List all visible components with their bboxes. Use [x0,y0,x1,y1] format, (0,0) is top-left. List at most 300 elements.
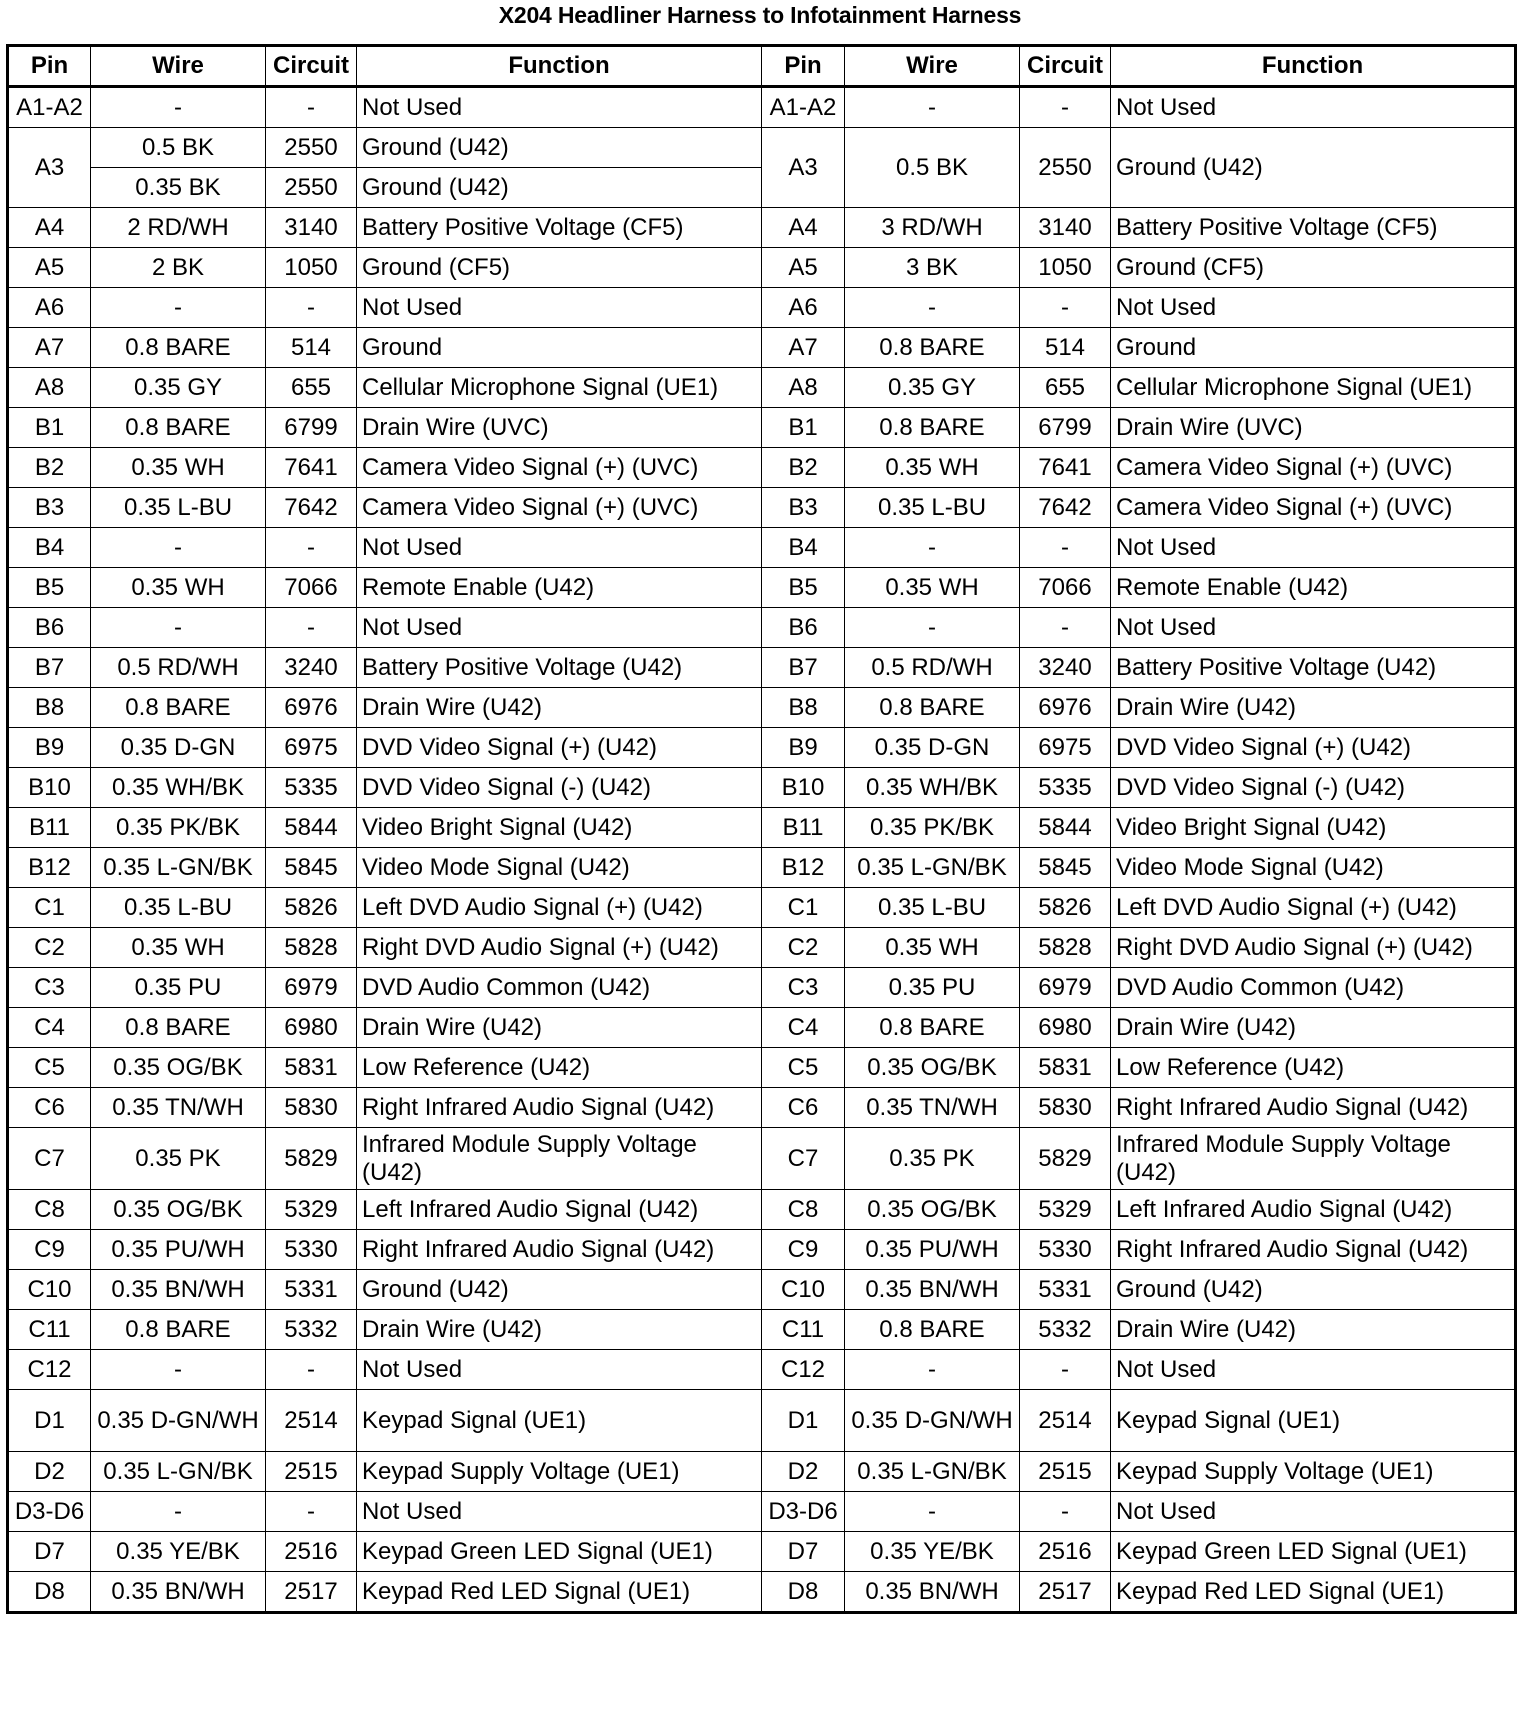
pin-cell: C6 [8,1088,91,1128]
function-cell: Right Infrared Audio Signal (U42) [1111,1088,1516,1128]
circuit-cell: - [266,528,357,568]
table-row [8,608,1516,648]
table-row [8,448,1516,488]
circuit-cell: 5844 [1020,808,1111,848]
pin-cell: B10 [8,768,91,808]
circuit-cell: 2516 [1020,1532,1111,1572]
function-cell: Low Reference (U42) [357,1048,762,1088]
table-row [8,1048,1516,1088]
table-row [8,408,1516,448]
function-cell: Camera Video Signal (+) (UVC) [1111,448,1516,488]
circuit-cell: 5331 [1020,1270,1111,1310]
function-cell: Left Infrared Audio Signal (U42) [357,1190,762,1230]
header-pin: Pin [762,46,845,87]
header-wire: Wire [845,46,1020,87]
pin-cell: B9 [762,728,845,768]
wire-cell: 0.35 L-GN/BK [91,848,266,888]
pin-cell: C10 [8,1270,91,1310]
table-row [8,208,1516,248]
pin-cell: B1 [762,408,845,448]
pinout-table-body [8,87,1516,1613]
function-cell: Video Mode Signal (U42) [1111,848,1516,888]
function-cell: Remote Enable (U42) [357,568,762,608]
circuit-cell: - [266,87,357,128]
pin-cell: B3 [762,488,845,528]
wire-cell: - [91,1350,266,1390]
wire-cell: 0.35 WH [845,448,1020,488]
table-row [8,1492,1516,1532]
wire-cell: 0.8 BARE [845,408,1020,448]
table-row [8,488,1516,528]
function-cell: Drain Wire (UVC) [1111,408,1516,448]
wire-cell: 0.8 BARE [845,328,1020,368]
pin-cell: A6 [8,288,91,328]
table-row [8,888,1516,928]
function-cell: DVD Video Signal (+) (U42) [1111,728,1516,768]
function-cell: Not Used [357,288,762,328]
pin-cell: B6 [762,608,845,648]
header-circuit: Circuit [1020,46,1111,87]
table-row [8,1088,1516,1128]
table-row [8,1310,1516,1350]
circuit-cell: 7066 [266,568,357,608]
pin-cell: B10 [762,768,845,808]
wire-cell: 0.5 RD/WH [845,648,1020,688]
wire-cell: 3 RD/WH [845,208,1020,248]
table-row [8,328,1516,368]
wire-cell: 3 BK [845,248,1020,288]
page-title: X204 Headliner Harness to Infotainment Harness [498,2,1022,28]
function-cell: Ground (U42) [357,128,762,168]
pin-cell: C9 [762,1230,845,1270]
wire-cell: - [91,1492,266,1532]
wire-cell: 0.8 BARE [91,688,266,728]
circuit-cell: 6980 [1020,1008,1111,1048]
wire-cell: 0.35 L-BU [91,488,266,528]
pin-cell: A3 [8,128,91,208]
circuit-cell: 5332 [1020,1310,1111,1350]
pin-cell: C5 [762,1048,845,1088]
wire-cell: - [845,608,1020,648]
pin-cell: A1-A2 [762,87,845,128]
circuit-cell: 2514 [266,1390,357,1452]
pin-cell: C4 [762,1008,845,1048]
pin-cell: D7 [8,1532,91,1572]
circuit-cell: 2515 [1020,1452,1111,1492]
pin-cell: B2 [8,448,91,488]
circuit-cell: 3240 [266,648,357,688]
wire-cell: 0.8 BARE [91,1310,266,1350]
circuit-cell: 5335 [1020,768,1111,808]
circuit-cell: 6979 [266,968,357,1008]
function-cell: Battery Positive Voltage (CF5) [1111,208,1516,248]
pin-cell: B12 [8,848,91,888]
table-row [8,1390,1516,1452]
table-row [8,87,1516,128]
function-cell: Remote Enable (U42) [1111,568,1516,608]
pin-cell: B4 [762,528,845,568]
pin-cell: D1 [8,1390,91,1452]
wire-cell: 0.35 PU [91,968,266,1008]
wire-cell: 0.35 OG/BK [91,1190,266,1230]
wire-cell: - [91,87,266,128]
function-cell: Camera Video Signal (+) (UVC) [1111,488,1516,528]
pin-cell: D8 [762,1572,845,1613]
circuit-cell: - [266,288,357,328]
function-cell: DVD Video Signal (+) (U42) [357,728,762,768]
wire-cell: - [845,87,1020,128]
pin-cell: A8 [762,368,845,408]
pin-cell: A5 [8,248,91,288]
pin-cell: A7 [762,328,845,368]
circuit-cell: 2517 [1020,1572,1111,1613]
function-cell: Left DVD Audio Signal (+) (U42) [1111,888,1516,928]
circuit-cell: 6799 [1020,408,1111,448]
circuit-cell: 7066 [1020,568,1111,608]
function-cell: Not Used [357,528,762,568]
circuit-cell: 5826 [266,888,357,928]
pin-cell: C3 [762,968,845,1008]
circuit-cell: 3140 [1020,208,1111,248]
pin-cell: B6 [8,608,91,648]
circuit-cell: 5829 [1020,1128,1111,1190]
header-function: Function [1111,46,1516,87]
function-cell: Not Used [1111,288,1516,328]
pin-cell: C11 [8,1310,91,1350]
circuit-cell: 2514 [1020,1390,1111,1452]
table-row [8,128,1516,168]
wire-cell: 0.35 D-GN/WH [91,1390,266,1452]
wire-cell: 0.35 WH [845,928,1020,968]
wire-cell: 0.8 BARE [845,1310,1020,1350]
wire-cell: 0.35 OG/BK [845,1048,1020,1088]
circuit-cell: 6980 [266,1008,357,1048]
circuit-cell: 7641 [1020,448,1111,488]
circuit-cell: 655 [266,368,357,408]
circuit-cell: 2515 [266,1452,357,1492]
function-cell: Drain Wire (U42) [1111,1008,1516,1048]
circuit-cell: 5332 [266,1310,357,1350]
function-cell: Right DVD Audio Signal (+) (U42) [357,928,762,968]
wire-cell: 0.35 L-BU [845,888,1020,928]
pin-cell: D2 [8,1452,91,1492]
pin-cell: B1 [8,408,91,448]
wire-cell: 0.35 L-BU [91,888,266,928]
header-pin: Pin [8,46,91,87]
table-row [8,288,1516,328]
table-row [8,968,1516,1008]
table-row [8,768,1516,808]
circuit-cell: 2517 [266,1572,357,1613]
pin-cell: B7 [8,648,91,688]
header-circuit: Circuit [266,46,357,87]
circuit-cell: 6976 [266,688,357,728]
function-cell: Right Infrared Audio Signal (U42) [357,1230,762,1270]
circuit-cell: 5826 [1020,888,1111,928]
wire-cell: - [91,288,266,328]
wire-cell: 0.35 L-BU [845,488,1020,528]
circuit-cell: - [1020,1492,1111,1532]
function-cell: Camera Video Signal (+) (UVC) [357,488,762,528]
circuit-cell: - [1020,608,1111,648]
circuit-cell: 5845 [1020,848,1111,888]
circuit-cell: 7641 [266,448,357,488]
circuit-cell: 5844 [266,808,357,848]
circuit-cell: - [266,1492,357,1532]
wire-cell: 0.35 TN/WH [845,1088,1020,1128]
function-cell: Video Bright Signal (U42) [1111,808,1516,848]
wire-cell: 0.35 L-GN/BK [845,1452,1020,1492]
table-row [8,1008,1516,1048]
function-cell: Right Infrared Audio Signal (U42) [1111,1230,1516,1270]
wire-cell: 0.35 OG/BK [91,1048,266,1088]
pin-cell: D2 [762,1452,845,1492]
pin-cell: C8 [762,1190,845,1230]
pin-cell: C6 [762,1088,845,1128]
pin-cell: C1 [762,888,845,928]
circuit-cell: 6799 [266,408,357,448]
pin-cell: A6 [762,288,845,328]
wire-cell: 0.8 BARE [845,688,1020,728]
table-row [8,248,1516,288]
function-cell: Keypad Signal (UE1) [1111,1390,1516,1452]
circuit-cell: 7642 [1020,488,1111,528]
pin-cell: C5 [8,1048,91,1088]
function-cell: Video Mode Signal (U42) [357,848,762,888]
pin-cell: C12 [762,1350,845,1390]
wire-cell: 0.35 PK [845,1128,1020,1190]
function-cell: Video Bright Signal (U42) [357,808,762,848]
header-wire: Wire [91,46,266,87]
wire-cell: - [845,1350,1020,1390]
function-cell: Not Used [1111,87,1516,128]
wire-cell: - [845,288,1020,328]
circuit-cell: - [266,608,357,648]
pin-cell: B4 [8,528,91,568]
circuit-cell: - [1020,288,1111,328]
circuit-cell: 5330 [1020,1230,1111,1270]
pin-cell: C1 [8,888,91,928]
circuit-cell: 5329 [1020,1190,1111,1230]
circuit-cell: 5829 [266,1128,357,1190]
wire-cell: 0.35 PU/WH [91,1230,266,1270]
table-row [8,728,1516,768]
wire-cell: 0.35 D-GN [91,728,266,768]
circuit-cell: - [1020,87,1111,128]
pin-cell: D1 [762,1390,845,1452]
wire-cell: 0.35 WH/BK [845,768,1020,808]
function-cell: Not Used [357,608,762,648]
pin-cell: D3-D6 [762,1492,845,1532]
table-row [8,1572,1516,1613]
wire-cell: 0.35 BK [91,168,266,208]
pin-cell: B11 [8,808,91,848]
function-cell: Not Used [1111,608,1516,648]
circuit-cell: 5831 [1020,1048,1111,1088]
pin-cell: C7 [762,1128,845,1190]
pin-cell: B8 [8,688,91,728]
function-cell: Keypad Red LED Signal (UE1) [1111,1572,1516,1613]
pin-cell: C10 [762,1270,845,1310]
function-cell: Keypad Signal (UE1) [357,1390,762,1452]
circuit-cell: 5828 [1020,928,1111,968]
circuit-cell: 2550 [266,168,357,208]
wire-cell: 0.35 BN/WH [845,1572,1020,1613]
pin-cell: C2 [8,928,91,968]
table-row [8,688,1516,728]
pin-cell: B2 [762,448,845,488]
function-cell: Cellular Microphone Signal (UE1) [1111,368,1516,408]
circuit-cell: 2516 [266,1532,357,1572]
function-cell: Not Used [357,1492,762,1532]
function-cell: DVD Audio Common (U42) [357,968,762,1008]
function-cell: Low Reference (U42) [1111,1048,1516,1088]
pin-cell: A4 [762,208,845,248]
wire-cell: 0.5 RD/WH [91,648,266,688]
function-cell: Not Used [357,1350,762,1390]
table-row [8,528,1516,568]
wire-cell: 0.35 TN/WH [91,1088,266,1128]
wire-cell: 0.35 BN/WH [91,1572,266,1613]
wire-cell: - [845,528,1020,568]
pin-cell: D7 [762,1532,845,1572]
table-row [8,1350,1516,1390]
table-row [8,1190,1516,1230]
function-cell: Keypad Supply Voltage (UE1) [357,1452,762,1492]
pin-cell: A7 [8,328,91,368]
circuit-cell: 5329 [266,1190,357,1230]
wire-cell: 0.35 WH [91,568,266,608]
circuit-cell: 6975 [1020,728,1111,768]
table-row [8,808,1516,848]
pin-cell: C4 [8,1008,91,1048]
pin-cell: C12 [8,1350,91,1390]
circuit-cell: - [1020,1350,1111,1390]
circuit-cell: 5831 [266,1048,357,1088]
circuit-cell: 6975 [266,728,357,768]
function-cell: Not Used [1111,1492,1516,1532]
wire-cell: 0.35 BN/WH [845,1270,1020,1310]
function-cell: Right DVD Audio Signal (+) (U42) [1111,928,1516,968]
circuit-cell: 5335 [266,768,357,808]
function-cell: Drain Wire (UVC) [357,408,762,448]
wire-cell: 0.35 YE/BK [845,1532,1020,1572]
pin-cell: C3 [8,968,91,1008]
function-cell: Keypad Supply Voltage (UE1) [1111,1452,1516,1492]
table-row [8,1230,1516,1270]
header-row [8,46,1516,87]
table-row [8,568,1516,608]
wire-cell: 0.35 WH/BK [91,768,266,808]
function-cell: Drain Wire (U42) [357,1310,762,1350]
function-cell: Drain Wire (U42) [1111,1310,1516,1350]
pin-cell: C7 [8,1128,91,1190]
wire-cell: 0.35 WH [91,928,266,968]
function-cell: Keypad Green LED Signal (UE1) [357,1532,762,1572]
table-row [8,368,1516,408]
function-cell: Not Used [357,87,762,128]
wire-cell: - [91,608,266,648]
circuit-cell: 5845 [266,848,357,888]
wire-cell: 0.8 BARE [845,1008,1020,1048]
circuit-cell: 5830 [266,1088,357,1128]
table-row [8,1128,1516,1190]
wire-cell: 0.35 L-GN/BK [91,1452,266,1492]
pin-cell: B8 [762,688,845,728]
pin-cell: B12 [762,848,845,888]
circuit-cell: 655 [1020,368,1111,408]
function-cell: DVD Video Signal (-) (U42) [357,768,762,808]
function-cell: Drain Wire (U42) [357,688,762,728]
wire-cell: 0.35 PU/WH [845,1230,1020,1270]
function-cell: Keypad Red LED Signal (UE1) [357,1572,762,1613]
circuit-cell: 3240 [1020,648,1111,688]
circuit-cell: 5330 [266,1230,357,1270]
pin-cell: B5 [762,568,845,608]
table-row [8,928,1516,968]
circuit-cell: 5828 [266,928,357,968]
circuit-cell: 514 [1020,328,1111,368]
function-cell: Battery Positive Voltage (CF5) [357,208,762,248]
wire-cell: 0.8 BARE [91,1008,266,1048]
function-cell: Battery Positive Voltage (U42) [1111,648,1516,688]
pin-cell: A4 [8,208,91,248]
function-cell: Ground (U42) [357,1270,762,1310]
pin-cell: B11 [762,808,845,848]
function-cell: Keypad Green LED Signal (UE1) [1111,1532,1516,1572]
function-cell: Battery Positive Voltage (U42) [357,648,762,688]
table-row [8,1270,1516,1310]
circuit-cell: 6979 [1020,968,1111,1008]
pin-cell: B5 [8,568,91,608]
wire-cell: 0.8 BARE [91,328,266,368]
circuit-cell: 2550 [1020,128,1111,208]
wire-cell: 0.35 GY [91,368,266,408]
circuit-cell: 1050 [1020,248,1111,288]
wire-cell: 0.35 PK/BK [845,808,1020,848]
wire-cell: 0.35 PU [845,968,1020,1008]
circuit-cell: 2550 [266,128,357,168]
wire-cell: 0.8 BARE [91,408,266,448]
pin-cell: C9 [8,1230,91,1270]
pin-cell: A1-A2 [8,87,91,128]
table-row [8,648,1516,688]
pinout-table [6,44,1517,1614]
function-cell: Ground (U42) [1111,1270,1516,1310]
pin-cell: D8 [8,1572,91,1613]
table-row [8,1452,1516,1492]
circuit-cell: 1050 [266,248,357,288]
circuit-cell: 6976 [1020,688,1111,728]
pin-cell: B9 [8,728,91,768]
wire-cell: - [845,1492,1020,1532]
pin-cell: B3 [8,488,91,528]
function-cell: Camera Video Signal (+) (UVC) [357,448,762,488]
circuit-cell: - [1020,528,1111,568]
function-cell: Infrared Module Supply Voltage (U42) [357,1128,762,1190]
table-row [8,848,1516,888]
pin-cell: C11 [762,1310,845,1350]
wire-cell: 0.5 BK [91,128,266,168]
function-cell: DVD Audio Common (U42) [1111,968,1516,1008]
circuit-cell: 7642 [266,488,357,528]
circuit-cell: 514 [266,328,357,368]
circuit-cell: - [266,1350,357,1390]
wire-cell: 0.35 D-GN/WH [845,1390,1020,1452]
circuit-cell: 3140 [266,208,357,248]
pin-cell: A3 [762,128,845,208]
function-cell: Ground [1111,328,1516,368]
